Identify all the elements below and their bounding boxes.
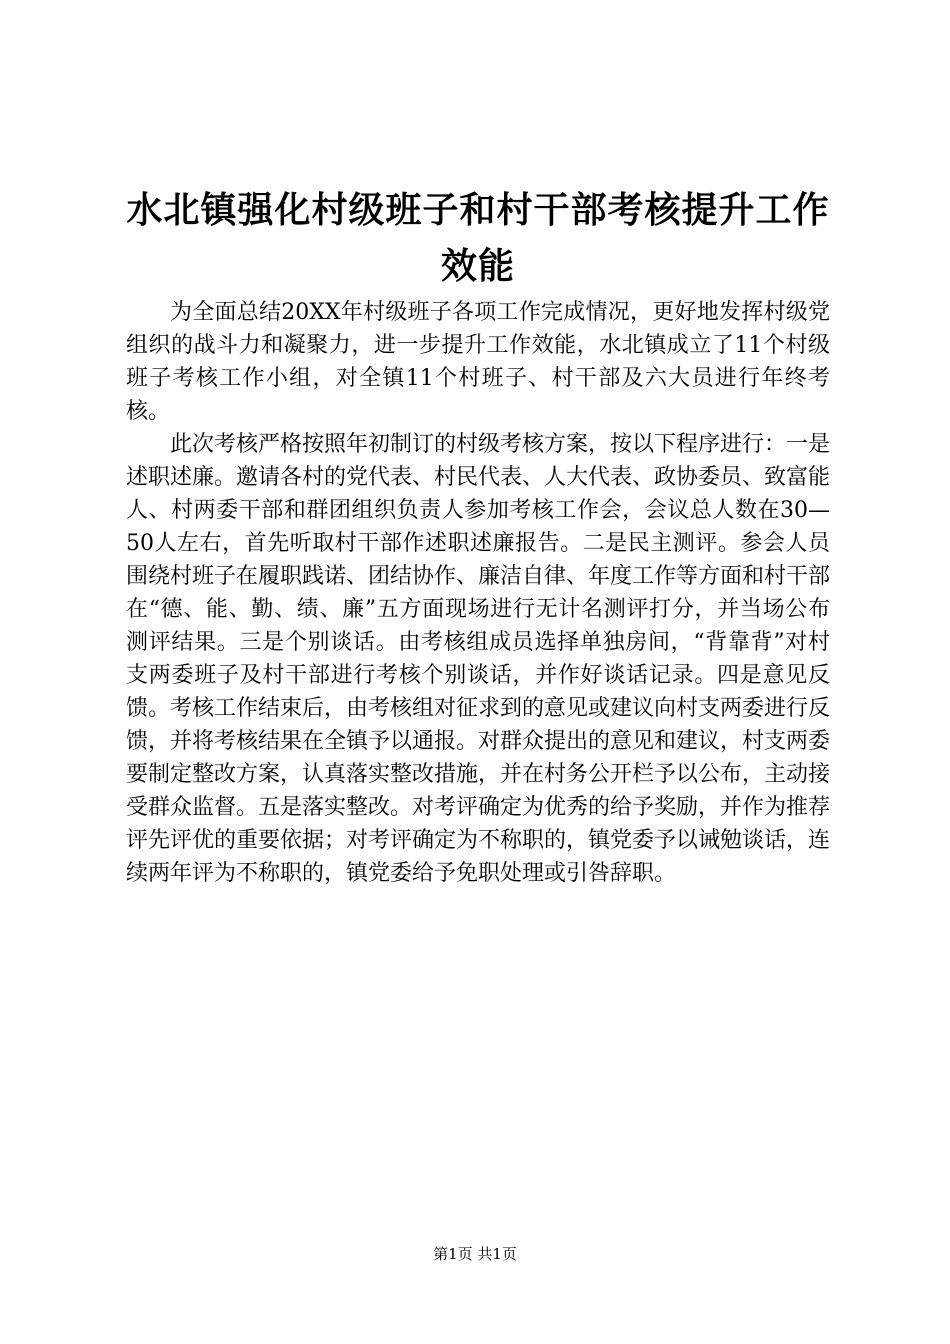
page-footer: 第1页 共1页 [433,1245,517,1263]
document-title: 水北镇强化村级班子和村干部考核提升工作效能 [126,189,830,287]
document-body [126,296,830,890]
paragraph-procedure: 此次考核严格按照年初制订的村级考核方案，按以下程序进行：一是述职述廉。邀请各村的党代表、村民代表、人大代表、政协委员、致富能人、村两委干部和群团组织负责人参加考核工作会，会议总人数在30—50人左右，首先听取村干部作述职述廉报告。二是民主测评。参会人员围绕村班子在履职践诺、团结协作、廉洁自律、年度工作等方面和村干部在“德、能、勤、绩、廉”五方面现场进行无计名测评打分，并当场公布测评结果。三是个别谈话。由考核组成员选择单独房间，“背靠背”对村支两委班子及村干部进行考核个别谈话，并作好谈话记录。四是意见反馈。考核工作结束后，由考核组对征求到的意见或建议向村支两委进行反馈，并将考核结果在全镇予以通报。对群众提出的意见和建议，村支两委要制定整改方案，认真落实整改措施，并在村务公开栏予以公布，主动接受群众监督。五是落实整改。对考评确定为优秀的给予奖励，并作为推荐评先评优的重要依据；对考评确定为不称职的，镇党委予以诫勉谈话，连续两年评为不称职的，镇党委给予免职处理或引咎辞职。 [126,432,831,886]
paragraph-intro: 为全面总结20XX年村级班子各项工作完成情况，更好地发挥村级党组织的战斗力和凝聚力，进一步提升工作效能，水北镇成立了11个村级班子考核工作小组，对全镇11个村班子、村干部及六大员进行年终考核。 [126,300,830,424]
